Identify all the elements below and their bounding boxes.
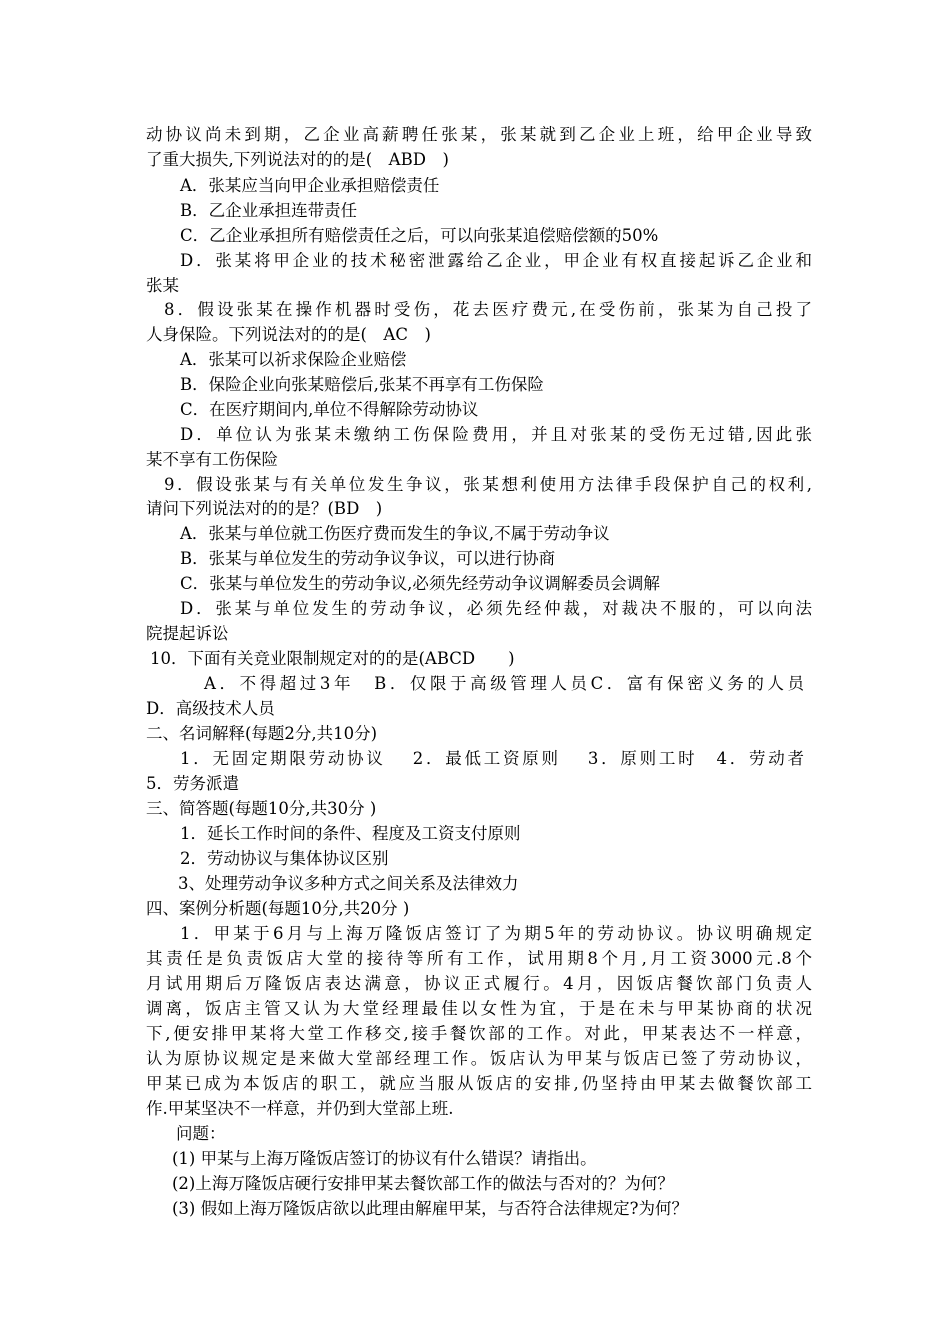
text-line: 5．劳务派遣 [146, 774, 239, 793]
short-answer-2: 2．劳动协议与集体协议区别 [180, 849, 389, 868]
case-paragraph: 认为原协议规定是来做大堂部经理工作。饭店认为甲某与饭店已签了劳动协议， [146, 1049, 812, 1068]
case-paragraph: 调离，饭店主管又认为大堂经理最佳以女性为宜，于是在未与甲某协商的状况 [146, 999, 812, 1018]
section-heading: 三、简答题(每题10分,共30分 ) [146, 799, 377, 818]
option-c: C．张某与单位发生的劳动争议,必须先经劳动争议调解委员会调解 [180, 574, 660, 593]
case-paragraph: 甲某已成为本饭店的职工，就应当服从饭店的安排,仍坚持由甲某去做餐饮部工 [146, 1074, 812, 1093]
case-question-2: (2)上海万隆饭店硬行安排甲某去餐饮部工作的做法与否对的？为何？ [172, 1174, 674, 1193]
text-line: 张某 [146, 276, 179, 295]
text-line: 院提起诉讼 [146, 624, 229, 643]
question-10: 10．下面有关竞业限制规定对的的是(ABCD ) [150, 649, 515, 668]
option-a: A．张某与单位就工伤医疗费而发生的争议,不属于劳动争议 [180, 524, 610, 543]
text-line: 请问下列说法对的的是？(BD ) [146, 499, 383, 518]
text-line: 动协议尚未到期，乙企业高薪聘任张某，张某就到乙企业上班，给甲企业导致 [146, 125, 812, 144]
option-d: D．张某与单位发生的劳动争议，必须先经仲裁，对裁决不服的，可以向法 [180, 599, 812, 618]
question-9: 9．假设张某与有关单位发生争议，张某想利使用方法律手段保护自己的权利, [164, 475, 812, 494]
option-a: A．张某应当向甲企业承担赔偿责任 [180, 176, 440, 195]
case-paragraph: 其责任是负责饭店大堂的接待等所有工作，试用期8个月,月工资3000元.8个 [146, 949, 812, 968]
case-paragraph: 1．甲某于6月与上海万隆饭店签订了为期5年的劳动协议。协议明确规定 [180, 924, 812, 943]
case-paragraph: 月试用期后万隆饭店表达满意，协议正式履行。4月，因饭店餐饮部门负责人 [146, 974, 812, 993]
text-line: 了重大损失,下列说法对的的是( ABD ) [146, 150, 449, 169]
option-d: D．张某将甲企业的技术秘密泄露给乙企业，甲企业有权直接起诉乙企业和 [180, 251, 812, 270]
section-heading: 二、名词解释(每题2分,共10分) [146, 724, 378, 743]
option-d: D．单位认为张某未缴纳工伤保险费用，并且对张某的受伤无过错,因此张 [180, 425, 812, 444]
option-b: B．乙企业承担连带责任 [180, 201, 358, 220]
option-c: C．乙企业承担所有赔偿责任之后，可以向张某追偿赔偿额的50% [180, 226, 659, 245]
short-answer-3: 3、处理劳动争议多种方式之间关系及法律效力 [178, 874, 519, 893]
text-line: 某不享有工伤保险 [146, 450, 278, 469]
text-line: D．高级技术人员 [146, 699, 275, 718]
option-a: A．张某可以祈求保险企业赔偿 [180, 350, 407, 369]
questions-label: 问题： [176, 1124, 226, 1143]
case-paragraph: 作.甲某坚决不一样意，并仍到大堂部上班. [146, 1099, 454, 1118]
short-answer-1: 1．延长工作时间的条件、程度及工资支付原则 [180, 824, 521, 843]
text-line: 人身保险。下列说法对的的是( AC ) [146, 325, 431, 344]
case-paragraph: 下,便安排甲某将大堂工作移交,接手餐饮部的工作。对此，甲某表达不一样意， [146, 1024, 812, 1043]
question-8: 8．假设张某在操作机器时受伤，花去医疗费元,在受伤前，张某为自己投了 [164, 300, 812, 319]
section-heading: 四、案例分析题(每题10分,共20分 ) [146, 899, 410, 918]
option-c: C．在医疗期间内,单位不得解除劳动协议 [180, 400, 479, 419]
question-10-options: A．不得超过3年 B．仅限于高级管理人员C．富有保密义务的人员 [204, 674, 804, 693]
option-b: B．张某与单位发生的劳动争议争议，可以进行协商 [180, 549, 556, 568]
case-question-3: (3) 假如上海万隆饭店欲以此理由解雇甲某，与否符合法律规定?为何？ [172, 1199, 688, 1218]
term-list: 1．无固定期限劳动协议 2．最低工资原则 3．原则工时 4．劳动者 [180, 749, 804, 768]
case-question-1: (1) 甲某与上海万隆饭店签订的协议有什么错误？请指出。 [172, 1149, 597, 1168]
option-b: B．保险企业向张某赔偿后,张某不再享有工伤保险 [180, 375, 544, 394]
